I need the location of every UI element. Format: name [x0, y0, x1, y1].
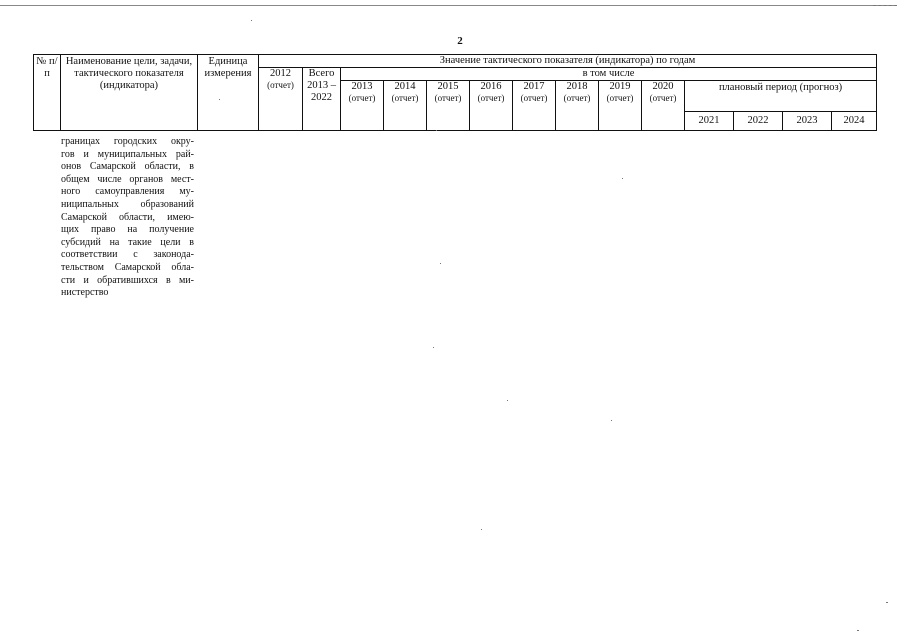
header-including: в том числе [341, 68, 877, 81]
header-year-2021: 2021 [685, 112, 734, 131]
year-2020-label: 2020 [652, 81, 674, 93]
header-year-2018 [556, 81, 599, 131]
year-2015-sub: (отчет) [434, 93, 462, 104]
header-year-2024: 2024 [832, 112, 877, 131]
header-year-2015 [427, 81, 470, 131]
text-line: сти и обратившихся в ми- [61, 274, 194, 286]
header-total: Всего 2013 – 2022 [303, 68, 341, 131]
year-2018-sub: (отчет) [563, 93, 591, 104]
scan-top-rule [0, 5, 895, 6]
header-year-2017 [513, 81, 556, 131]
scan-speck [219, 99, 220, 100]
year-2013-sub: (отчет) [348, 93, 376, 104]
scan-speck [440, 263, 441, 264]
text-line: границах городских окру- [61, 136, 194, 147]
scan-speck [886, 602, 888, 603]
year-2019-sub: (отчет) [606, 93, 634, 104]
header-values-by-year: Значение тактического показателя (индикатора) по годам [259, 55, 877, 68]
text-line: субсидий на такие цели в [61, 236, 194, 248]
header-year-2014 [384, 81, 427, 131]
year-2017-sub: (отчет) [520, 93, 548, 104]
continuation-text [61, 136, 194, 300]
year-2020-sub: (отчет) [649, 93, 677, 104]
indicators-table [33, 54, 877, 131]
text-line: ниципальных образований [61, 198, 194, 210]
year-2018-label: 2018 [566, 81, 588, 93]
header-year-2019 [599, 81, 642, 131]
year-2013-label: 2013 [351, 81, 373, 93]
year-2015-label: 2015 [437, 81, 459, 93]
scan-speck [436, 130, 437, 131]
year-2016-label: 2016 [480, 81, 502, 93]
header-year-2022: 2022 [734, 112, 783, 131]
header-year-2020 [642, 81, 685, 131]
text-line: гов и муниципальных рай- [61, 148, 194, 160]
year-2017-label: 2017 [523, 81, 545, 93]
text-line: соответствии с законода- [61, 249, 194, 261]
header-year-2013 [341, 81, 384, 131]
scan-speck [251, 20, 252, 21]
year-2014-label: 2014 [394, 81, 416, 93]
scan-speck [481, 529, 482, 530]
scan-speck [611, 420, 612, 421]
header-number: № п/п [34, 55, 61, 131]
text-line: Самарской области, имею- [61, 211, 194, 223]
header-indicator-name: Наименование цели, задачи, тактического показателя (индикатора) [61, 55, 198, 131]
text-line: нистерство [61, 287, 109, 299]
year-2019-label: 2019 [609, 81, 631, 93]
text-line: тельством Самарской обла- [61, 261, 194, 273]
year-2014-sub: (отчет) [391, 93, 419, 104]
text-line: щих право на получение [61, 224, 194, 236]
text-line: ного самоуправления му- [61, 186, 194, 198]
scan-speck [507, 400, 508, 401]
scan-speck [857, 630, 859, 631]
scan-top-rule-dashed [873, 5, 897, 6]
text-line: онов Самарской области, в [61, 161, 194, 173]
header-unit: Единица измерения [198, 55, 259, 131]
year-2016-sub: (отчет) [477, 93, 505, 104]
page-number: 2 [457, 35, 463, 47]
text-line: общем числе органов мест- [61, 173, 194, 185]
scan-speck [433, 347, 434, 348]
header-year-2023: 2023 [783, 112, 832, 131]
header-plan-period: плановый период (прогноз) [685, 81, 877, 112]
year-2012-label: 2012 [270, 68, 291, 80]
year-2012-sub: (отчет) [267, 80, 294, 91]
scan-speck [622, 178, 623, 179]
header-year-2016 [470, 81, 513, 131]
header-year-2012 [259, 68, 303, 131]
